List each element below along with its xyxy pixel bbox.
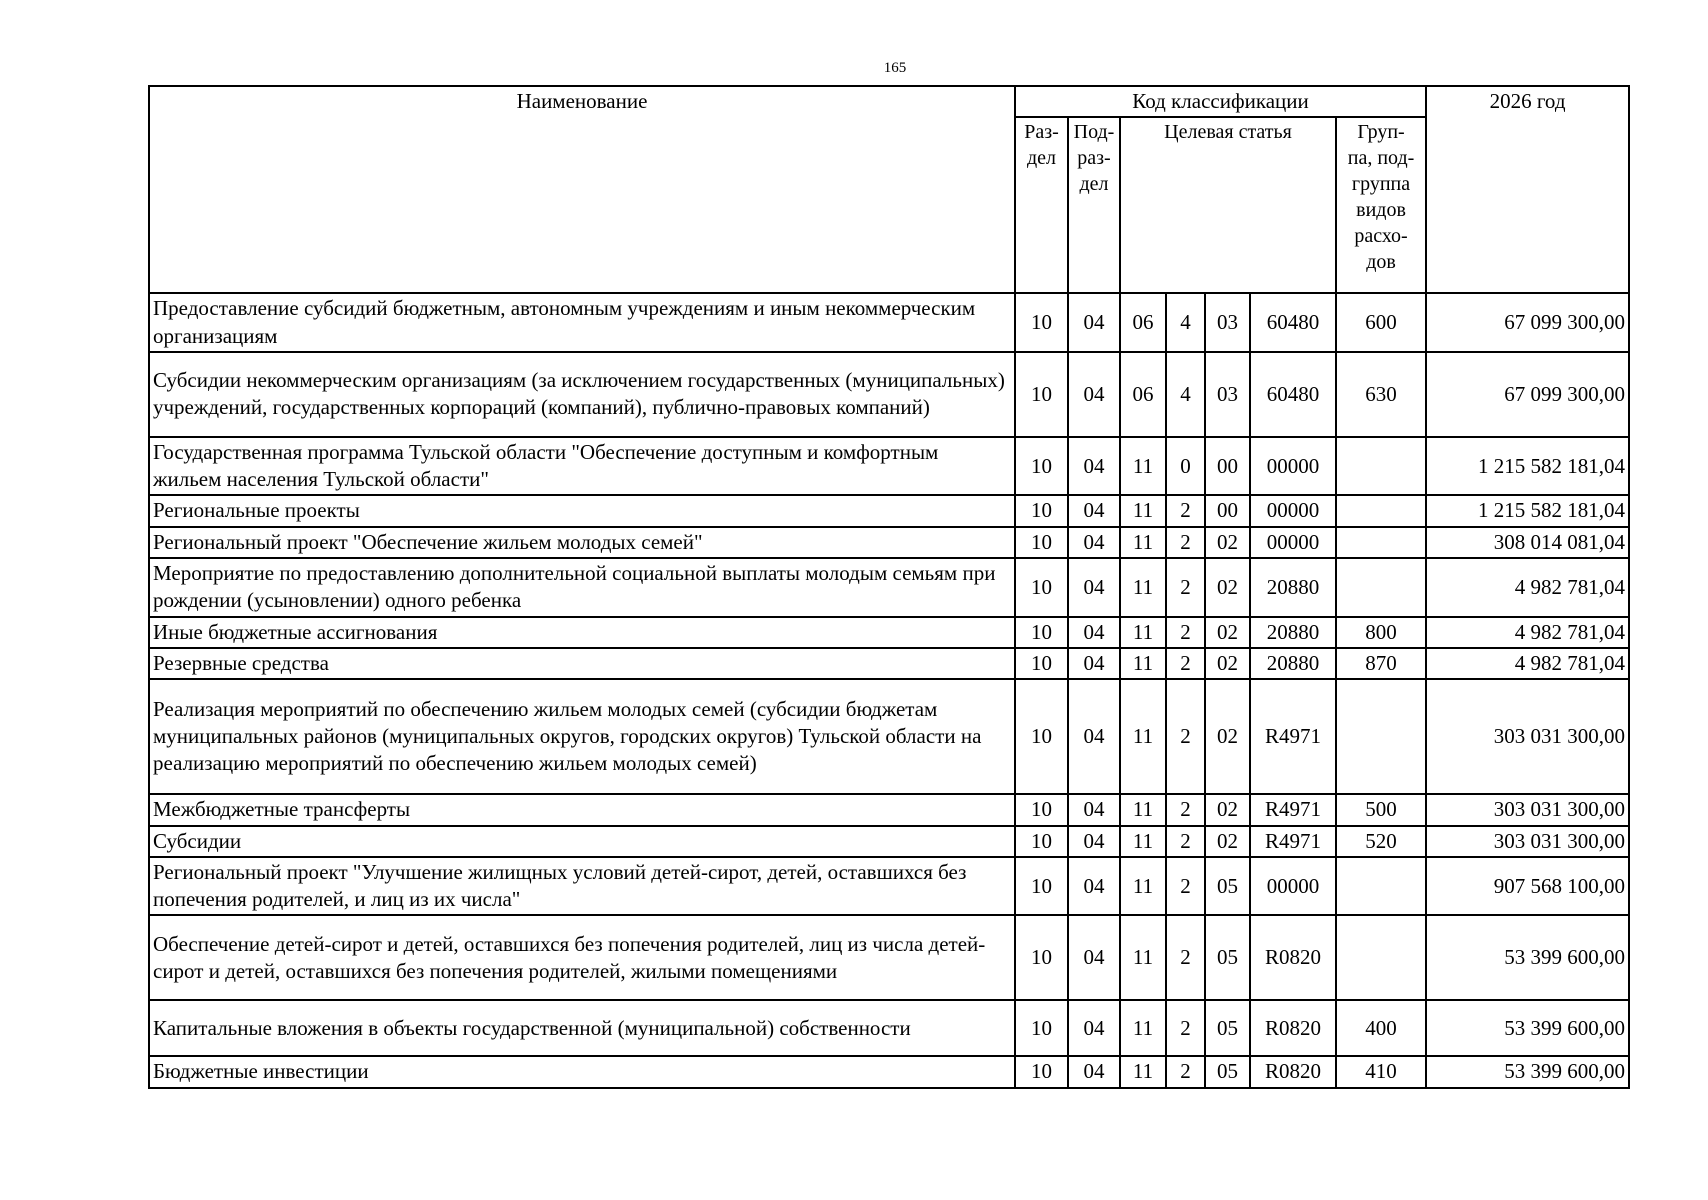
row-name: Региональный проект "Улучшение жилищных условий детей-сирот, детей, оставшихся без попечения родителей, и лиц из их числа"	[149, 857, 1015, 916]
row-t2: 2	[1166, 558, 1205, 617]
row-t4: R0820	[1250, 915, 1336, 1000]
row-podrazdel: 04	[1068, 293, 1120, 352]
row-amount: 67 099 300,00	[1426, 352, 1629, 437]
header-name: Наименование	[149, 86, 1015, 293]
row-group	[1336, 527, 1426, 558]
row-t3: 05	[1205, 857, 1250, 916]
table-row	[149, 495, 1629, 526]
table-header	[149, 86, 1629, 293]
row-amount: 1 215 582 181,04	[1426, 495, 1629, 526]
row-podrazdel: 04	[1068, 352, 1120, 437]
row-amount: 53 399 600,00	[1426, 1056, 1629, 1087]
row-t2: 2	[1166, 527, 1205, 558]
table-row	[149, 527, 1629, 558]
row-podrazdel: 04	[1068, 527, 1120, 558]
row-podrazdel: 04	[1068, 437, 1120, 496]
row-t1: 11	[1120, 648, 1166, 679]
row-razdel: 10	[1015, 857, 1068, 916]
row-t2: 2	[1166, 794, 1205, 825]
row-group: 800	[1336, 617, 1426, 648]
row-t1: 11	[1120, 558, 1166, 617]
row-t1: 06	[1120, 293, 1166, 352]
row-podrazdel: 04	[1068, 1000, 1120, 1056]
row-name: Государственная программа Тульской области "Обеспечение доступным и комфортным жильем населения Тульской области"	[149, 437, 1015, 496]
table-body	[149, 293, 1629, 1087]
row-amount: 303 031 300,00	[1426, 679, 1629, 794]
table-row	[149, 679, 1629, 794]
row-name: Мероприятие по предоставлению дополнительной социальной выплаты молодым семьям при рождении (усыновлении) одного ребенка	[149, 558, 1015, 617]
table-row	[149, 352, 1629, 437]
row-t1: 11	[1120, 527, 1166, 558]
row-t3: 02	[1205, 527, 1250, 558]
row-t3: 02	[1205, 679, 1250, 794]
row-name: Региональный проект "Обеспечение жильем молодых семей"	[149, 527, 1015, 558]
row-t4: R4971	[1250, 826, 1336, 857]
row-razdel: 10	[1015, 915, 1068, 1000]
row-t1: 11	[1120, 437, 1166, 496]
row-razdel: 10	[1015, 617, 1068, 648]
row-t1: 11	[1120, 857, 1166, 916]
row-t3: 02	[1205, 648, 1250, 679]
row-razdel: 10	[1015, 648, 1068, 679]
row-group: 410	[1336, 1056, 1426, 1087]
row-t3: 02	[1205, 558, 1250, 617]
row-name: Капитальные вложения в объекты государственной (муниципальной) собственности	[149, 1000, 1015, 1056]
row-amount: 4 982 781,04	[1426, 617, 1629, 648]
table-row	[149, 617, 1629, 648]
row-t4: 20880	[1250, 617, 1336, 648]
row-razdel: 10	[1015, 527, 1068, 558]
row-amount: 308 014 081,04	[1426, 527, 1629, 558]
row-t4: R0820	[1250, 1056, 1336, 1087]
row-t3: 03	[1205, 352, 1250, 437]
row-name: Субсидии	[149, 826, 1015, 857]
row-name: Межбюджетные трансферты	[149, 794, 1015, 825]
row-group	[1336, 437, 1426, 496]
row-t1: 11	[1120, 495, 1166, 526]
row-name: Предоставление субсидий бюджетным, автономным учреждениям и иным некоммерческим организациям	[149, 293, 1015, 352]
row-group	[1336, 558, 1426, 617]
header-target: Целевая статья	[1120, 117, 1336, 293]
row-t2: 2	[1166, 679, 1205, 794]
row-podrazdel: 04	[1068, 617, 1120, 648]
table-row	[149, 293, 1629, 352]
row-t1: 11	[1120, 915, 1166, 1000]
row-razdel: 10	[1015, 794, 1068, 825]
row-name: Субсидии некоммерческим организациям (за исключением государственных (муниципальных) учреждений, государственных корпораций (компаний), публично-правовых компаний)	[149, 352, 1015, 437]
row-t2: 2	[1166, 857, 1205, 916]
table-row	[149, 794, 1629, 825]
row-amount: 907 568 100,00	[1426, 857, 1629, 916]
row-t4: R0820	[1250, 1000, 1336, 1056]
row-t3: 02	[1205, 826, 1250, 857]
header-code: Код классификации	[1015, 86, 1426, 117]
row-razdel: 10	[1015, 679, 1068, 794]
row-t3: 05	[1205, 1000, 1250, 1056]
row-group	[1336, 679, 1426, 794]
row-podrazdel: 04	[1068, 857, 1120, 916]
row-t1: 11	[1120, 1000, 1166, 1056]
table-row	[149, 1000, 1629, 1056]
row-podrazdel: 04	[1068, 826, 1120, 857]
row-amount: 4 982 781,04	[1426, 648, 1629, 679]
row-t2: 2	[1166, 617, 1205, 648]
table-row	[149, 437, 1629, 496]
row-t3: 03	[1205, 293, 1250, 352]
row-t4: 00000	[1250, 527, 1336, 558]
row-razdel: 10	[1015, 495, 1068, 526]
row-t1: 11	[1120, 617, 1166, 648]
row-t2: 2	[1166, 1000, 1205, 1056]
table-row	[149, 826, 1629, 857]
row-amount: 4 982 781,04	[1426, 558, 1629, 617]
row-name: Обеспечение детей-сирот и детей, оставшихся без попечения родителей, лиц из числа детей-сирот и детей, оставшихся без попечения родителей, жилыми помещениями	[149, 915, 1015, 1000]
row-podrazdel: 04	[1068, 495, 1120, 526]
row-t4: 20880	[1250, 558, 1336, 617]
row-t4: R4971	[1250, 794, 1336, 825]
row-t4: 00000	[1250, 857, 1336, 916]
row-t1: 11	[1120, 679, 1166, 794]
table-row	[149, 915, 1629, 1000]
row-amount: 1 215 582 181,04	[1426, 437, 1629, 496]
row-t2: 0	[1166, 437, 1205, 496]
row-group: 500	[1336, 794, 1426, 825]
header-podrazdel: Под- раз- дел	[1068, 117, 1120, 293]
row-t1: 06	[1120, 352, 1166, 437]
page-number: 165	[883, 60, 907, 76]
row-t2: 2	[1166, 915, 1205, 1000]
row-amount: 303 031 300,00	[1426, 826, 1629, 857]
row-t4: 20880	[1250, 648, 1336, 679]
row-t3: 05	[1205, 915, 1250, 1000]
row-t2: 2	[1166, 826, 1205, 857]
row-t4: 00000	[1250, 437, 1336, 496]
table-row	[149, 1056, 1629, 1087]
row-t2: 2	[1166, 495, 1205, 526]
row-amount: 53 399 600,00	[1426, 1000, 1629, 1056]
row-t4: 60480	[1250, 352, 1336, 437]
row-name: Бюджетные инвестиции	[149, 1056, 1015, 1087]
row-t1: 11	[1120, 794, 1166, 825]
row-t3: 05	[1205, 1056, 1250, 1087]
row-group: 630	[1336, 352, 1426, 437]
row-name: Реализация мероприятий по обеспечению жильем молодых семей (субсидии бюджетам муниципальных районов (муниципальных округов, городских округов) Тульской области на реализацию мероприятий по обеспечению жильем молодых семей)	[149, 679, 1015, 794]
header-razdel: Раз- дел	[1015, 117, 1068, 293]
row-t1: 11	[1120, 1056, 1166, 1087]
row-razdel: 10	[1015, 826, 1068, 857]
row-razdel: 10	[1015, 352, 1068, 437]
row-t4: 60480	[1250, 293, 1336, 352]
row-group: 400	[1336, 1000, 1426, 1056]
row-amount: 53 399 600,00	[1426, 915, 1629, 1000]
row-group	[1336, 915, 1426, 1000]
row-group	[1336, 857, 1426, 916]
row-t2: 4	[1166, 352, 1205, 437]
row-group: 520	[1336, 826, 1426, 857]
row-t2: 2	[1166, 1056, 1205, 1087]
row-t2: 4	[1166, 293, 1205, 352]
row-name: Резервные средства	[149, 648, 1015, 679]
row-group: 600	[1336, 293, 1426, 352]
row-razdel: 10	[1015, 1056, 1068, 1087]
row-razdel: 10	[1015, 293, 1068, 352]
row-t4: R4971	[1250, 679, 1336, 794]
row-t2: 2	[1166, 648, 1205, 679]
row-podrazdel: 04	[1068, 794, 1120, 825]
table-row	[149, 648, 1629, 679]
header-group: Груп- па, под- группа видов расхо- дов	[1336, 117, 1426, 293]
row-t3: 00	[1205, 437, 1250, 496]
row-podrazdel: 04	[1068, 915, 1120, 1000]
budget-table	[148, 85, 1630, 1089]
row-t1: 11	[1120, 826, 1166, 857]
row-razdel: 10	[1015, 1000, 1068, 1056]
row-t3: 02	[1205, 794, 1250, 825]
row-razdel: 10	[1015, 558, 1068, 617]
row-t3: 00	[1205, 495, 1250, 526]
table-row	[149, 857, 1629, 916]
row-razdel: 10	[1015, 437, 1068, 496]
row-t4: 00000	[1250, 495, 1336, 526]
row-amount: 67 099 300,00	[1426, 293, 1629, 352]
row-podrazdel: 04	[1068, 558, 1120, 617]
row-name: Иные бюджетные ассигнования	[149, 617, 1015, 648]
row-podrazdel: 04	[1068, 679, 1120, 794]
row-podrazdel: 04	[1068, 1056, 1120, 1087]
table-row	[149, 558, 1629, 617]
row-podrazdel: 04	[1068, 648, 1120, 679]
header-year: 2026 год	[1426, 86, 1629, 293]
row-group	[1336, 495, 1426, 526]
row-t3: 02	[1205, 617, 1250, 648]
row-name: Региональные проекты	[149, 495, 1015, 526]
row-amount: 303 031 300,00	[1426, 794, 1629, 825]
row-group: 870	[1336, 648, 1426, 679]
